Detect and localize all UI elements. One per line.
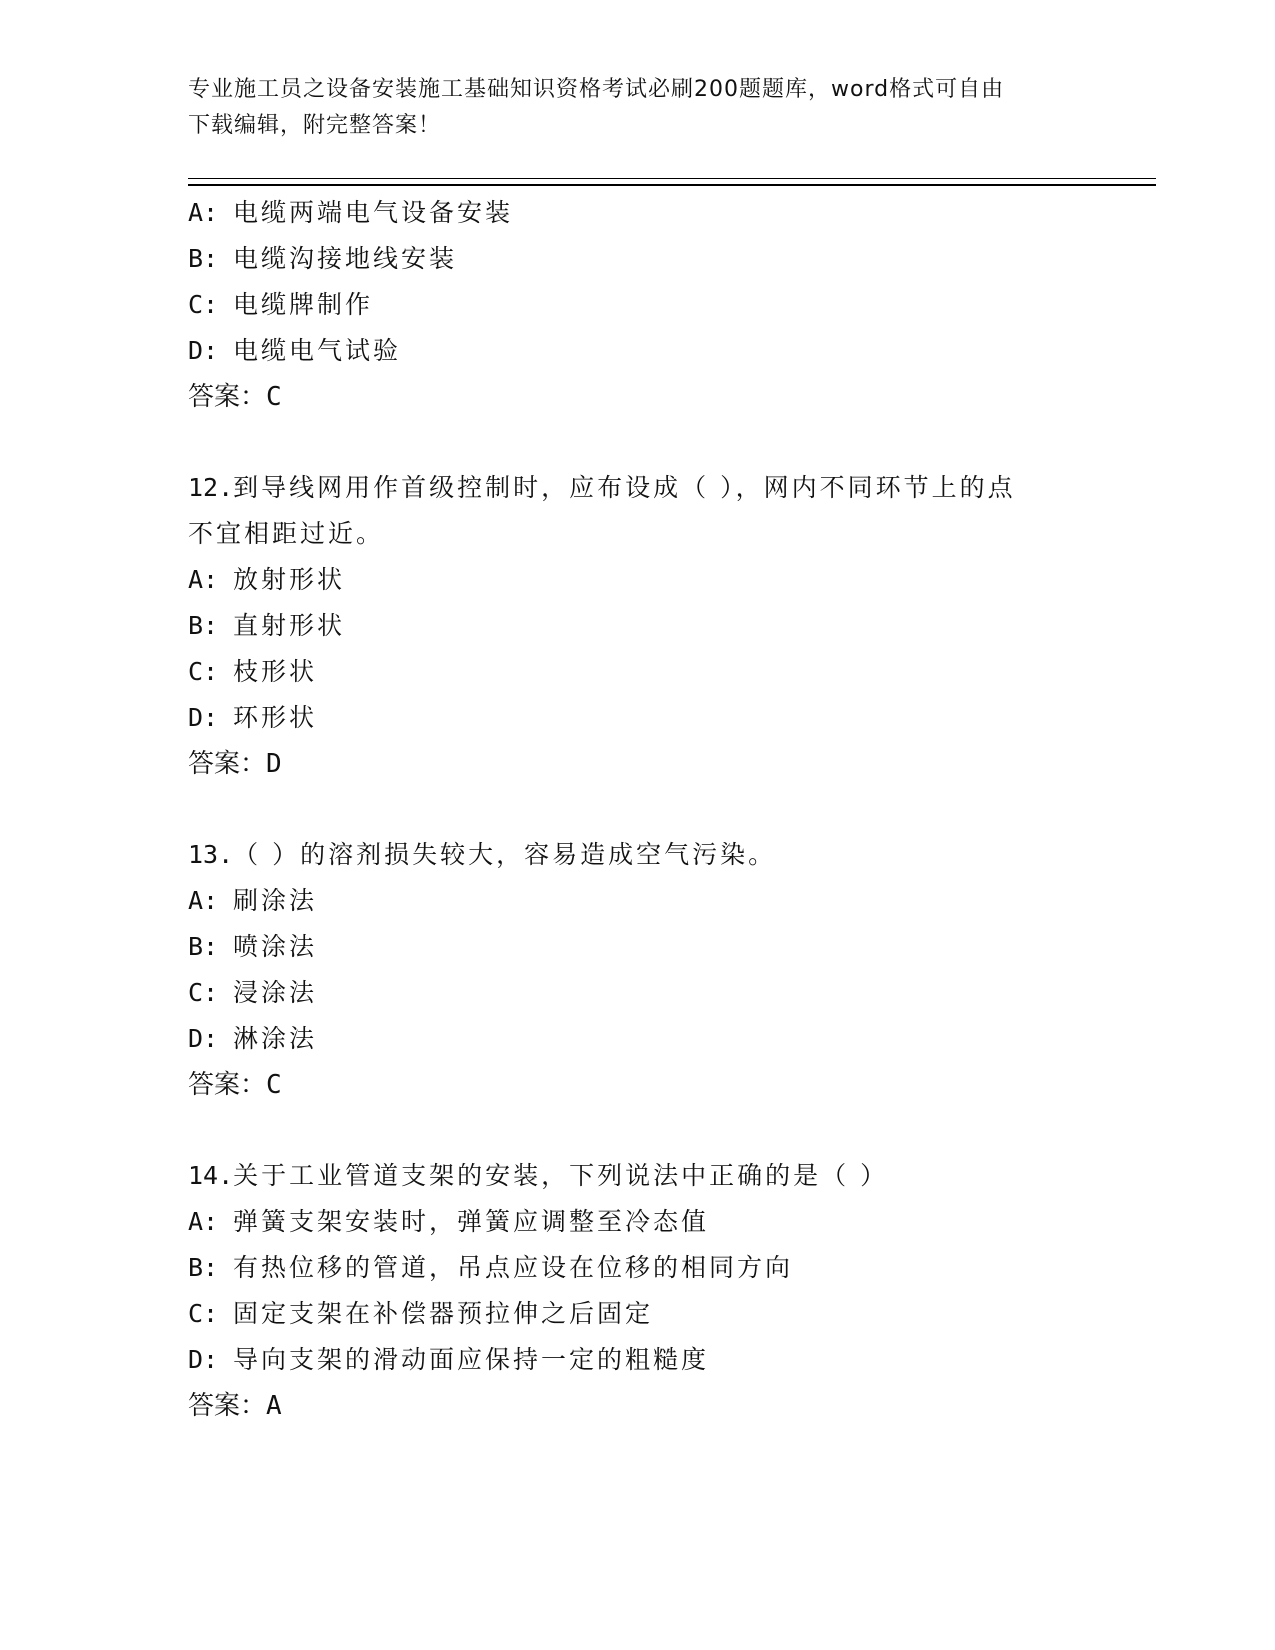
option-d [188, 1337, 1088, 1383]
option-b [188, 236, 1088, 282]
question-block [188, 832, 1088, 1108]
option-letter: C: [188, 290, 219, 319]
option-letter: B: [188, 611, 219, 640]
option-d [188, 328, 1088, 374]
option-letter: C: [188, 1299, 219, 1328]
option-text: 电缆电气试验 [233, 336, 402, 365]
option-c [188, 282, 1088, 328]
option-a [188, 1199, 1088, 1245]
answer-line [188, 374, 1088, 420]
option-letter: A: [188, 198, 219, 227]
answer-value: D [266, 749, 282, 779]
question-stem-continued: 不宜相距过近。 [188, 519, 385, 548]
question-list [188, 190, 1088, 1429]
answer-line [188, 1062, 1088, 1108]
header-line-1: 专业施工员之设备安装施工基础知识资格考试必刷200题题库，word格式可自由 [188, 77, 1005, 102]
question-block [188, 465, 1088, 787]
question-stem [188, 465, 1088, 511]
question-stem-text: 关于工业管道支架的安装，下列说法中正确的是（ ） [233, 1161, 889, 1190]
answer-value: C [266, 382, 282, 412]
option-b [188, 1245, 1088, 1291]
option-d [188, 695, 1088, 741]
answer-label: 答案： [188, 1070, 267, 1100]
option-letter: B: [188, 1253, 219, 1282]
option-letter: D: [188, 1345, 219, 1374]
answer-value: C [266, 1070, 282, 1100]
option-text: 电缆牌制作 [233, 290, 374, 319]
answer-line [188, 1383, 1088, 1429]
option-letter: D: [188, 1024, 219, 1053]
question-number: 13. [188, 840, 234, 869]
option-text: 电缆沟接地线安装 [233, 244, 458, 273]
option-a [188, 557, 1088, 603]
page-header [188, 72, 1088, 144]
question-stem [188, 832, 1088, 878]
option-text: 弹簧支架安装时，弹簧应调整至冷态值 [233, 1207, 710, 1236]
option-text: 刷涂法 [233, 886, 318, 915]
option-text: 有热位移的管道，吊点应设在位移的相同方向 [233, 1253, 794, 1282]
answer-label: 答案： [188, 1391, 267, 1421]
option-text: 淋涂法 [233, 1024, 318, 1053]
option-letter: A: [188, 886, 219, 915]
option-text: 浸涂法 [233, 978, 318, 1007]
option-letter: A: [188, 565, 219, 594]
option-text: 环形状 [233, 703, 318, 732]
option-text: 电缆两端电气设备安装 [233, 198, 514, 227]
option-text: 导向支架的滑动面应保持一定的粗糙度 [233, 1345, 710, 1374]
option-letter: B: [188, 244, 219, 273]
option-text: 放射形状 [233, 565, 346, 594]
option-b [188, 924, 1088, 970]
question-stem-text: 到导线网用作首级控制时，应布设成（ ），网内不同环节上的点 [233, 473, 1016, 502]
option-letter: A: [188, 1207, 219, 1236]
option-text: 枝形状 [233, 657, 318, 686]
option-text: 喷涂法 [233, 932, 318, 961]
option-letter: C: [188, 657, 219, 686]
question-number: 12. [188, 473, 234, 502]
option-a [188, 878, 1088, 924]
question-stem-text: （ ）的溶剂损失较大，容易造成空气污染。 [233, 840, 777, 869]
answer-value: A [266, 1391, 282, 1421]
option-c [188, 649, 1088, 695]
answer-label: 答案： [188, 749, 267, 779]
option-d [188, 1016, 1088, 1062]
answer-label: 答案： [188, 382, 267, 412]
option-text: 固定支架在补偿器预拉伸之后固定 [233, 1299, 654, 1328]
option-a [188, 190, 1088, 236]
option-c [188, 1291, 1088, 1337]
question-number: 14. [188, 1161, 234, 1190]
question-stem [188, 1153, 1088, 1199]
option-letter: D: [188, 336, 219, 365]
option-letter: B: [188, 932, 219, 961]
header-divider [188, 178, 1156, 186]
option-b [188, 603, 1088, 649]
question-block [188, 190, 1088, 420]
answer-line [188, 741, 1088, 787]
option-text: 直射形状 [233, 611, 346, 640]
question-block [188, 1153, 1088, 1429]
option-c [188, 970, 1088, 1016]
option-letter: C: [188, 978, 219, 1007]
option-letter: D: [188, 703, 219, 732]
header-line-2: 下载编辑，附完整答案！ [188, 113, 442, 138]
